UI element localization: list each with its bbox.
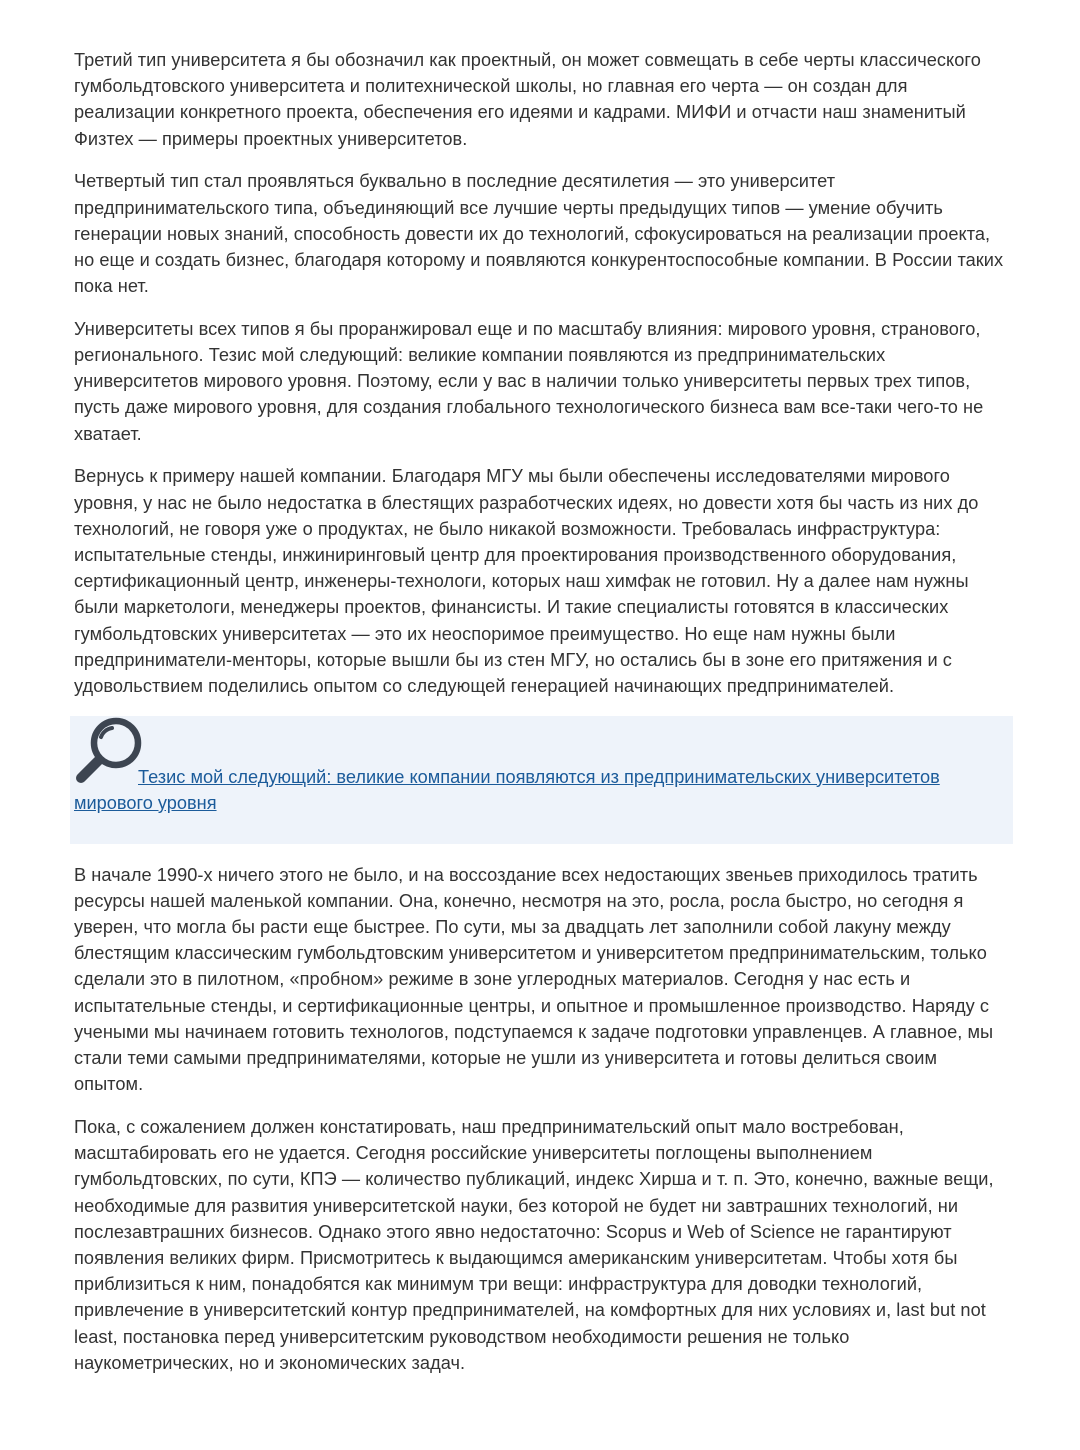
paragraph: Четвертый тип стал проявляться буквально в последние десятилетия — это университет предпринимательского типа, объединяющий все лучшие черты предыдущих типов — умение обучить генерации новых знаний, способность довести их до технологий, сфокусироваться на реализации проекта, но еще и создать бизнес, благодаря которому и появляются конкурентоспособные компании. В России таких пока нет. xyxy=(74,171,1004,297)
paragraph: В начале 1990-х ничего этого не было, и на воссоздание всех недостающих звеньев приходилось тратить ресурсы нашей маленькой компании. Она, конечно, несмотря на это, росла, росла быстро, но сегодня я уверен, что могла бы расти еще быстрее. По сути, мы за двадцать лет заполнили собой лакуну между блестящим классическим гумбольдтовским университетом и университетом предпринимательским, только сделали это в пилотном, «пробном» режиме в зоне углеродных материалов. Сегодня у нас есть и испытательные стенды, и сертификационные центры, и опытное и промышленное производство. Наряду с учеными мы начинаем готовить технологов, подступаемся к задаче подготовки управленцев. А главное, мы стали теми самыми предпринимателями, которые не ушли из университета и готовы делиться своим опытом. xyxy=(74,864,994,1095)
pull-quote xyxy=(70,716,1013,844)
paragraph: Вернусь к примеру нашей компании. Благодаря МГУ мы были обеспечены исследователями мирового уровня, у нас не было недостатка в блестящих разработческих идеях, но довести хотя бы часть из них до технологий, не говоря уже о продуктах, не было никакой возможности. Требовалась инфраструктура: испытательные стенды, инжиниринговый центр для проектирования производственного оборудования, сертификационный центр, инженеры-технологи, которых наш химфак не готовил. Ну а далее нам нужны были маркетологи, менеджеры проектов, финансисты. И такие специалисты готовятся в классических гумбольдтовских университетах — это их неоспоримое преимущество. Но еще нам нужны были предприниматели-менторы, которые вышли бы из стен МГУ, но остались бы в зоне его притяжения и с удовольствием поделились опытом со следующей генерацией начинающих предпринимателей. xyxy=(74,466,979,696)
pull-quote-link[interactable]: Тезис мой следующий: великие компании появляются из предпринимательских университетов мирового уровня xyxy=(74,766,940,813)
paragraph: Университеты всех типов я бы проранжировал еще и по масштабу влияния: мирового уровня, странового, регионального. Тезис мой следующий: великие компании появляются из предпринимательских университетов мирового уровня. Поэтому, если у вас в наличии только университеты первых трех типов, пусть даже мирового уровня, для создания глобального технологического бизнеса вам все-таки чего-то не хватает. xyxy=(74,318,984,444)
article-body xyxy=(74,47,1009,1393)
paragraph: Третий тип университета я бы обозначил как проектный, он может совмещать в себе черты классического гумбольдтовского университета и политехнической школы, но главная его черта — он создан для реализации конкретного проекта, обеспечения его идеями и кадрами. МИФИ и отчасти наш знаменитый Физтех — примеры проектных университетов. xyxy=(74,50,981,149)
paragraph: Пока, с сожалением должен констатировать, наш предпринимательский опыт мало востребован, масштабировать его не удается. Сегодня российские университеты поглощены выполнением гумбольдтовских, по сути, КПЭ — количество публикаций, индекс Хирша и т. п. Это, конечно, важные вещи, необходимые для развития университетской науки, без которой не будет ни завтрашних технологий, ни послезавтрашних бизнесов. Однако этого явно недостаточно: Scopus и Web of Science не гарантируют появления великих фирм. Присмотритесь к выдающимся американским университетам. Чтобы хотя бы приблизиться к ним, понадобятся как минимум три вещи: инфраструктура для доводки технологий, привлечение в университетский контур предпринимателей, на комфортных для них условиях и, last but not least, постановка перед университетским руководством необходимости решения не только наукометрических, но и экономических задач. xyxy=(74,1117,994,1373)
